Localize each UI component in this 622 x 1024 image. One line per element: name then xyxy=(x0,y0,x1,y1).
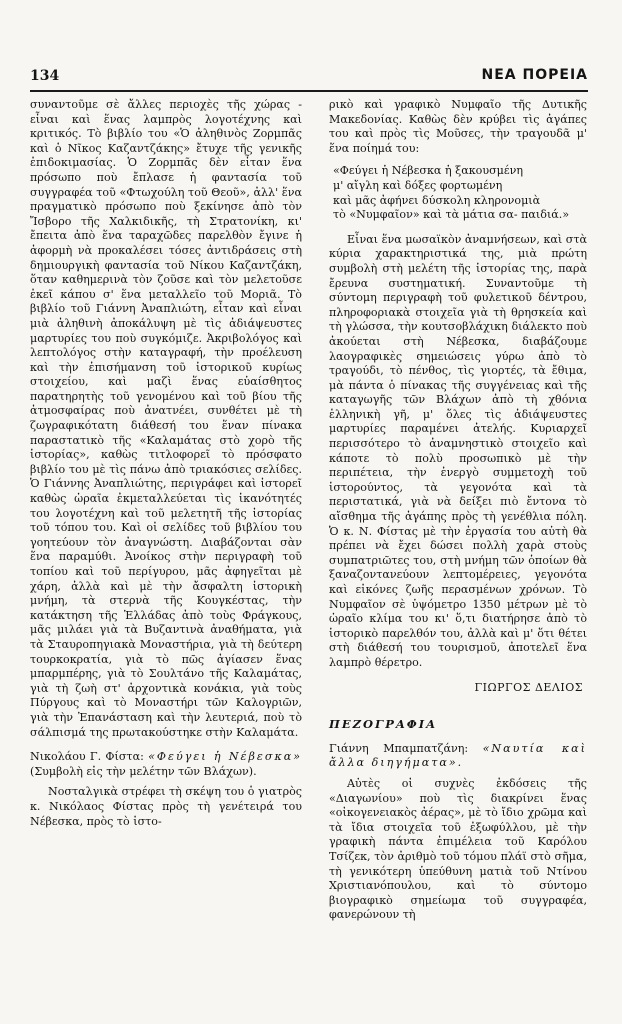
right-column xyxy=(329,98,587,923)
left-column xyxy=(30,98,302,829)
poem-line: «Φεύγει ἡ Νέβεσκα ἡ ξακουσμένη xyxy=(333,164,523,178)
poem-line: μ' αἴγλη καὶ δόξες φορτωμένη xyxy=(333,178,503,192)
poem-line: καὶ μᾶς ἀφήνει δύσκολη κληρονομιὰ xyxy=(333,193,541,207)
reference-title: «Φεύγει ἡ Νέβεσκα» xyxy=(148,750,302,764)
reference-subtitle: (Συμβολὴ εἰς τὴν μελέτην τῶν Βλάχων). xyxy=(30,764,257,778)
page-number: 134 xyxy=(30,68,60,84)
header-rule xyxy=(30,90,588,92)
page-header xyxy=(30,68,588,88)
right-paragraph-1: ρικὸ καὶ γραφικὸ Νυμφαῖο τῆς Δυτικῆς Μακεδονίας. Καθὼς δὲν κρύβει τὶς ἀγάπες του καὶ πρὸς τὶς Μοῦσες, τὴν τραγουδᾶ μ' ἕνα ποίημά του: xyxy=(329,98,587,155)
poem-quote xyxy=(329,164,587,222)
book-reference-fistas xyxy=(30,750,302,779)
left-paragraph-2: Νοσταλγικὰ στρέφει τὴ σκέψη του ὁ γιατρὸς κ. Νικόλαος Φίστας πρὸς τὴ γενέτειρά του Νέβεσκα, πρὸς τὸ ἱστο- xyxy=(30,785,302,828)
right-paragraph-2: Εἶναι ἕνα μωσαϊκὸν ἀναμνήσεων, καὶ στὰ κύρια χαρακτηριστικά της, μιὰ πρώτη συμβολὴ στὴ μελέτη τῆς ἱστορίας της, παρὰ ἔρευνα συστηματική. Συναντοῦμε τὴ σύντομη περιγραφὴ τοῦ φυλετικοῦ δέντρου, πληροφοριακὰ στοιχεῖα γιὰ τὴ θρησκεία καὶ τὴ γλώσσα, τὴν κουτσοβλάχικη διάλεκτο ποὺ ἀκούεται στὴ Νέβεσκα, διαβάζουμε λαογραφικὲς σημειώσεις γύρω ἀπὸ τὸ τραγούδι, τὸ πένθος, τὶς γιορτές, τὰ ἔθιμα, μὰ πάντα ὁ πίνακας τῆς συγγένειας καὶ τῆς καταγωγῆς τῶν Βλάχων ἀπὸ τὴ χθόνια ἑλληνικὴ γῆ, μ' ὅλες τὶς ἀδιάψευστες μαρτυρίες παραμένει ἀτελής. Κυριαρχεῖ περισσότερο τὸ ἀναμνηστικὸ στοιχεῖο καὶ κάποτε τὸ πολὺ προσωπικὸ μὲ τὴν περιπέτεια, τὴν ἐνεργὸ συμμετοχὴ τοῦ ἱστορούντος, τὰ γεγονότα καὶ τὰ περιστατικά, γιὰ νὰ δείξει πιὸ ἔντονα τὸ αἴσθημα τῆς ἀγάπης πρὸς τὴ γενέθλια πόλη. Ὁ κ. Ν. Φίστας μὲ τὴν ἐργασία του αὐτὴ θὰ πρέπει νὰ ἔχει δώσει πολλὴ χαρὰ στοὺς συμπατριῶτες του, στὴ μνήμη τῶν ὁποίων θὰ ξαναζοντανεύουν λεπτομέρειες, γεγονότα καὶ εἰκόνες ζωῆς περασμένων χρόνων. Τὸ Νυμφαῖον σὲ ὑψόμετρο 1350 μέτρων μὲ τὸ ὡραῖο κλίμα του κι' ὅ,τι διατήρησε ἀπὸ τὸ ἱστορικὸ παρελθόν του, ἀλλὰ καὶ μ' ὅτι θέτει στὴ διάθεσή του τουρισμοῦ, ἀποτελεῖ ἕνα λαμπρὸ θέρετρο. xyxy=(329,232,587,669)
poem-line: τὸ «Νυμφαῖον» καὶ τὰ μάτια σα- παιδιά.» xyxy=(333,208,570,222)
author-signature: ΓΙΩΡΓΟΣ ΔΕΛΙΟΣ xyxy=(474,680,583,694)
section-title: ΠΕΖΟΓΡΑΦΙΑ xyxy=(329,717,438,732)
reference-author: Γιάννη Μπαμπατζάνη: xyxy=(329,741,469,755)
book-reference-babatzanis xyxy=(329,742,587,771)
right-paragraph-3: Αὐτὲς οἱ συχνὲς ἐκδόσεις τῆς «Διαγωνίου» ποὺ τὶς διακρίνει ἕνας «οἰκογενειακὸς ἀέρας», μὲ τὸ ἴδιο χρῶμα καὶ τὰ ἴδια στοιχεῖα τοῦ ἐξωφύλλου, μὲ τὴν γραφικὴ πάντα ἐπιμέλεια τοῦ Καρόλου Τσίζεκ, τὸν ἀριθμὸ τοῦ τόμου πλάϊ στὸ σῆμα, τὴ γενικότερη ὑπεύθυνη ματιὰ τοῦ Ντίνου Χριστιανόπουλου, καὶ τὸ σύντομο βιογραφικὸ σημείωμα τοῦ συγγραφέα, φανερώνουν τὴ xyxy=(329,776,587,922)
left-paragraph-1: συναντοῦμε σὲ ἄλλες περιοχὲς τῆς χώρας - εἶναι καὶ ἕνας λαμπρὸς λογοτέχνης καὶ κριτικός. Τὸ βιβλίο του «Ὁ ἀληθινὸς Ζορμπᾶς καὶ ὁ Νῖκος Καζαντζάκης» ἔτυχε τῆς γενικῆς ἐπιδοκιμασίας. Ὁ Ζορμπᾶς δὲν εἶταν ἕνα πρόσωπο ποὺ ἔπλασε ἡ φαντασία τοῦ συγγραφέα τοῦ «Φτωχούλη τοῦ Θεοῦ», ἀλλ' ἕνα πραγματικὸ πρόσωπο ποὺ ξεκίνησε ἀπὸ τὸν Ἴσβορο τῆς Χαλκιδικῆς, τὴ Στρατονίκη, κι' ἔπειτα ἀπὸ ἕνα ταραχῶδες παρελθὸν ἔγινε ἡ ἀφορμὴ νὰ προκαλέσει τόσες ἀντιδράσεις στὴ δημιουργικὴ φαντασία τοῦ Νίκου Καζαντζάκη, ὅταν καθημερινὰ τὸν ζοῦσε καὶ τὸν μελετοῦσε ἐκεῖ κάπου σ' ἕνα μεταλλεῖο τοῦ Μοριᾶ. Τὸ βιβλίο τοῦ Γιάννη Ἀναπλιώτη, εἶταν καὶ εἶναι μιὰ ἀληθινὴ ἀποκάλυψη μὲ τὶς ἀδιάψευστες μαρτυρίες του ποὺ συγκόμιζε. Ἀκριβολόγος καὶ λεπτολόγος στὴν καταγραφή, τὴν προέλευση καὶ τὴν ἐπισήμανση τοῦ ἱστορικοῦ κυρίως στοιχείου, καὶ μαζὶ ἕνας εὐαίσθητος παρατηρητὴς τοῦ γενομένου καὶ τοῦ βίου τῆς ἀτμοσφαίρας ποὺ ἀνατνέει, συνθέτει μὲ τὴ ζωγραφικότατη διάθεσή του ἕναν πίνακα παραστατικὸ τῆς «Καλαμάτας στὸ χορὸ τῆς ἱστορίας», καθὼς τιτλοφορεῖ τὸ πρόσφατο βιβλίο του μὲ τὶς πάνω ἀπὸ τριακόσιες σελίδες. Ὁ Γιάννης Ἀναπλιώτης, περιγράφει καὶ ἱστορεῖ καθὼς ὡραῖα ἐκμεταλλεύεται τὶς ἱκανότητές του λογοτέχνη καὶ τοῦ μελετητῆ τῆς ἱστορίας τοῦ τόπου του. Καὶ οἱ σελίδες τοῦ βιβλίου του γοητεύουν τὸν ἀναγνώστη. Διαβάζονται σὰν ἕνα παραμύθι. Ἀνοίκος στὴν περιγραφὴ τοῦ τοπίου καὶ τοῦ περίγυρου, μᾶς ἀφηγεῖται μὲ χάρη, ἀλλὰ καὶ μὲ τὴν ἄσφαλτη ἱστορικὴ μνήμη, τὰ στερνὰ τῆς Κουγκέστας, τὴν κατάκτηση τῆς Ἑλλάδας ἀπὸ τοὺς Φράγκους, μᾶς μιλάει γιὰ τὰ Βυζαντινὰ ἀναθήματα, γιὰ τὰ Σταυροπηγιακὰ Μοναστήρια, γιὰ τὴ δεύτερη τουρκοκρατία, γιὰ τὸ πῶς ἁγίασεν ἕνας μπαρμπέρης, γιὰ τὸ Σουλτάνο τῆς Καλαμάτας, γιὰ τὴ ζωὴ στ' ἀρχοντικὰ κονάκια, γιὰ τοὺς Πύργους καὶ τὸ Μοναστήρι τῶν Καλογριῶν, γιὰ τὴν Ἐπανάσταση καὶ τὴν λευτεριά, ποὺ τὸ σάλπισμά της πρωτακούστηκε στὴν Καλαμάτα. xyxy=(30,98,302,739)
reference-author: Νικολάου Γ. Φίστα: xyxy=(30,750,144,764)
reference-title: «Ναυτία καὶ ἄλλα διηγήματα». xyxy=(329,741,587,770)
journal-title: ΝΕΑ ΠΟΡΕΙΑ xyxy=(481,67,588,83)
